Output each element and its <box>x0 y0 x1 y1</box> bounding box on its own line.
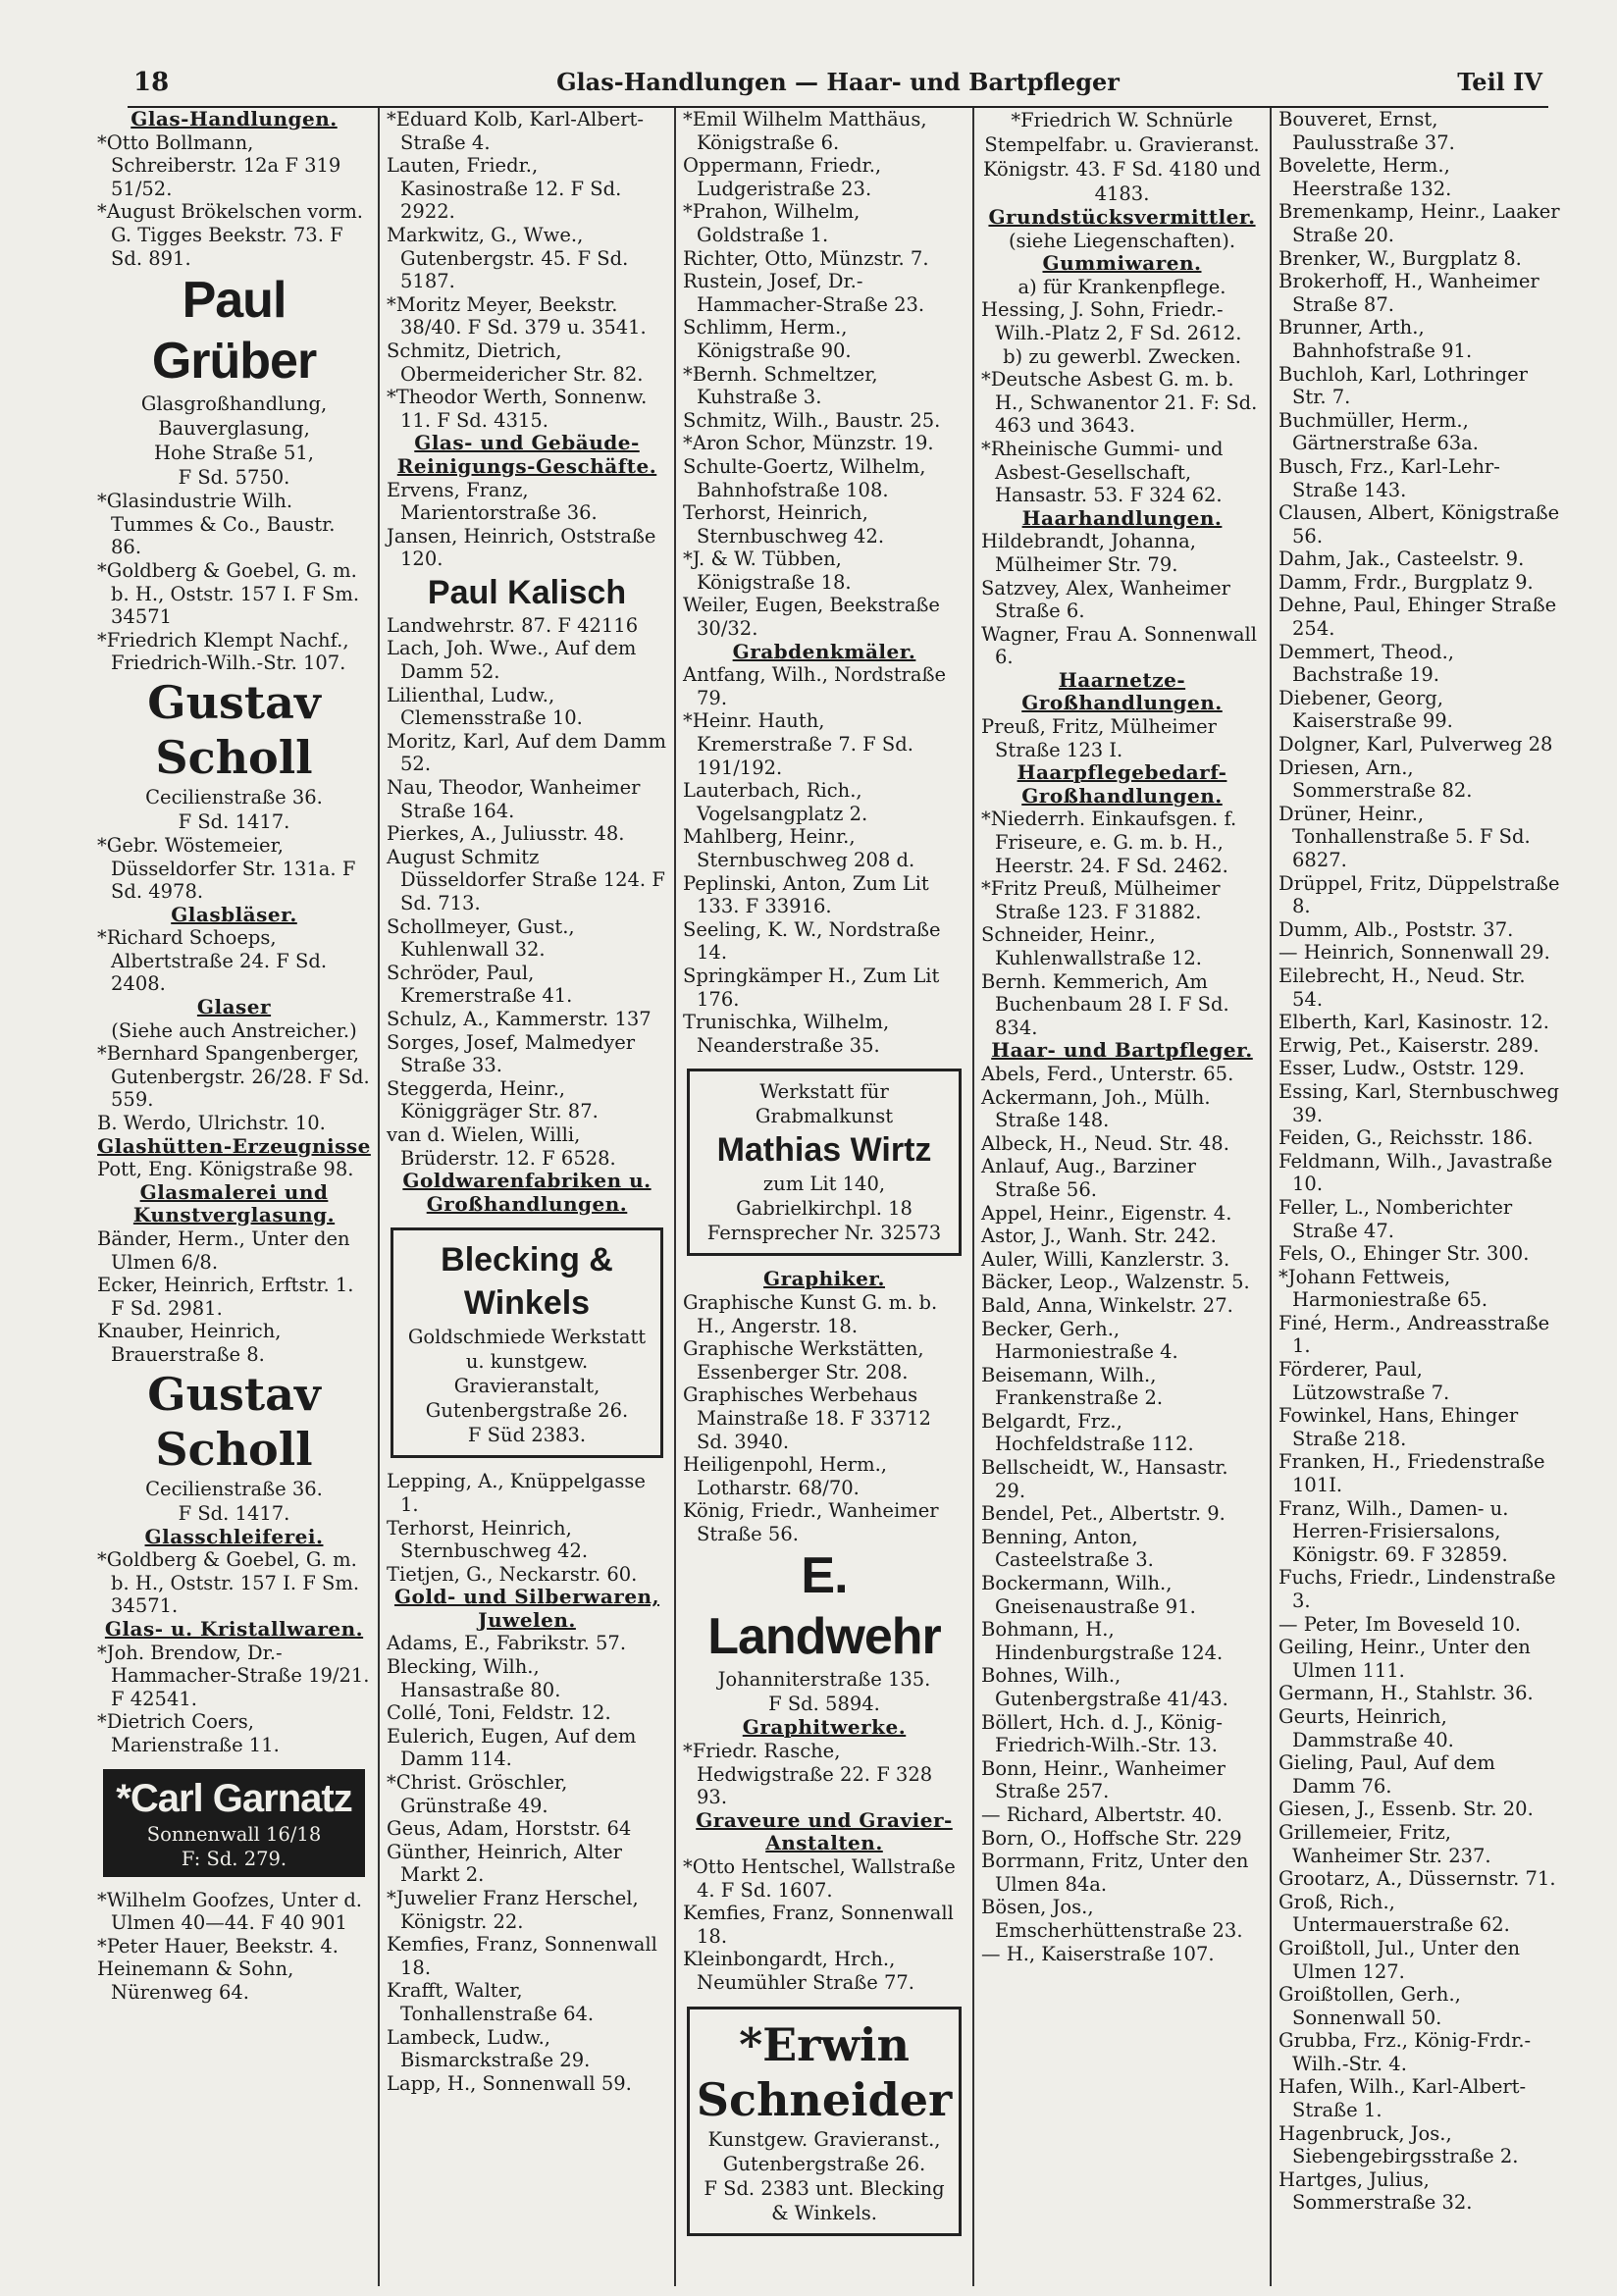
page-number: 18 <box>133 68 170 97</box>
directory-entry: Kleinbongardt, Hrch., Neumühler Straße 77. <box>683 1948 914 1994</box>
directory-entry: Hafen, Wilh., Karl-Albert-Straße 1. <box>1278 2075 1527 2122</box>
directory-entry: *Joh. Brendow, Dr.-Hammacher-Straße 19/21. F 42541. <box>97 1641 370 1710</box>
directory-entry: Peplinski, Anton, Zum Lit 133. F 33916. <box>683 871 929 918</box>
column-1 <box>90 108 380 2286</box>
directory-entry: *Prahon, Wilhelm, Goldstraße 1. <box>683 200 861 246</box>
section-heading-text: Glasbläser. <box>171 902 297 926</box>
directory-entry: Bohmann, H., Hindenburgstraße 124. <box>981 1618 1224 1664</box>
directory-entry: *Emil Wilhelm Matthäus, Königstraße 6. <box>683 108 927 154</box>
directory-entry: Markwitz, G., Wwe., Gutenbergstr. 45. F Sd. 5187. <box>387 223 629 293</box>
directory-entry: Brunner, Arth., Bahnhofstraße 91. <box>1278 316 1473 362</box>
directory-entry: Hartges, Julius, Sommerstraße 32. <box>1278 2167 1473 2215</box>
directory-entry: Beisemann, Wilh., Frankenstraße 2. <box>981 1363 1164 1410</box>
directory-entry: Schmitz, Dietrich, Obermeidericher Str. 82. <box>387 339 644 386</box>
section-heading-text: Goldwarenfabriken u. Großhandlungen. <box>402 1169 652 1216</box>
directory-entry: Dumm, Alb., Poststr. 37. <box>1278 917 1514 941</box>
advertisement-line: Johanniterstraße 135. <box>717 1668 931 1692</box>
directory-entry: Trunischka, Wilhelm, Neanderstraße 35. <box>683 1011 890 1057</box>
section-note: b) zu gewerbl. Zwecken. <box>1003 344 1241 368</box>
section-heading-text: Haar- und Bartpfleger. <box>991 1038 1253 1063</box>
section-heading <box>387 432 667 478</box>
advertisement-line: Cecilienstraße 36. <box>145 1477 323 1500</box>
directory-entry: Demmert, Theod., Bachstraße 19. <box>1278 640 1454 687</box>
section-heading-text: Graveure und Gravier-Anstalten. <box>696 1807 953 1855</box>
section-heading-text: Grabdenkmäler. <box>732 639 916 663</box>
directory-entry: Ervens, Franz, Marientorstraße 36. <box>387 478 598 525</box>
directory-entry: Adams, E., Fabrikstr. 57. <box>387 1632 627 1655</box>
advertisement-line: F: Sd. 279. <box>181 1847 287 1870</box>
directory-entry: August Schmitz Düsseldorfer Straße 124. F Sd. 713. <box>387 845 665 914</box>
advertisement-line: F Sd. 5750. <box>178 466 290 490</box>
section-heading-text: Gummiwaren. <box>1042 251 1202 276</box>
advertisement-line: Kunstgew. Gravieranst., <box>707 2127 941 2151</box>
advertisement <box>97 1367 371 1526</box>
directory-entry: Finé, Herm., Andreasstraße 1. <box>1278 1311 1550 1358</box>
directory-entry: Richter, Otto, Münzstr. 7. <box>683 246 929 270</box>
directory-entry: Schmitz, Wilh., Baustr. 25. <box>683 408 941 432</box>
advertisement-line: Grabmalkunst <box>755 1105 894 1128</box>
section-heading-text: Glashütten-Erzeugnisse <box>97 1133 371 1158</box>
advertisement-line: Mathias Wirtz <box>716 1131 932 1170</box>
directory-entry: Bovelette, Herm., Heerstraße 132. <box>1278 154 1452 200</box>
directory-entry: Geiling, Heinr., Unter den Ulmen 111. <box>1278 1636 1531 1682</box>
directory-entry: Krafft, Walter, Tonhallenstraße 64. <box>387 1979 595 2025</box>
advertisement-line: u. kunstgew. Gravieranstalt, <box>453 1350 600 1398</box>
section-heading <box>97 1618 371 1642</box>
directory-entry: Lach, Joh. Wwe., Auf dem Damm 52. <box>387 637 637 684</box>
directory-entry: Schlimm, Herm., Königstraße 90. <box>683 316 852 362</box>
section-heading-text: Haarhandlungen. <box>1021 505 1223 530</box>
directory-entry: Ackermann, Joh., Mülh. Straße 148. <box>981 1085 1211 1132</box>
directory-entry: Pierkes, A., Juliusstr. 48. <box>387 822 625 846</box>
column-4 <box>974 108 1272 2286</box>
directory-entry: Albeck, H., Neud. Str. 48. <box>981 1131 1229 1155</box>
advertisement-line: F Sd. 1417. <box>178 809 290 833</box>
directory-entry: Grubba, Frz., König-Frdr.-Wilh.-Str. 4. <box>1278 2029 1532 2075</box>
column-5 <box>1272 108 1568 2286</box>
directory-entry: *Friedrich Klempt Nachf., Friedrich-Wilh.-Str. 107. <box>97 628 349 675</box>
directory-entry: Oppermann, Friedr., Ludgeristraße 23. <box>683 154 882 200</box>
advertisement-line: Paul Kalisch <box>427 573 627 611</box>
section-heading <box>683 1809 965 1855</box>
advertisement-line: *Carl Garnatz <box>116 1776 352 1820</box>
advertisement-line: F Sd. 2383 unt. Blecking & Winkels. <box>704 2176 945 2224</box>
directory-entry: Groß, Rich., Untermauerstraße 62. <box>1278 1890 1510 1937</box>
directory-entry: Diebener, Georg, Kaiserstraße 99. <box>1278 686 1453 733</box>
section-heading <box>97 996 371 1019</box>
directory-entry: Fuchs, Friedr., Lindenstraße 3. <box>1278 1566 1556 1612</box>
directory-entry: Kemfies, Franz, Sonnenwall 18. <box>683 1902 954 1948</box>
directory-entry: Weiler, Eugen, Beekstraße 30/32. <box>683 594 940 641</box>
advertisement-line: Blecking & Winkels <box>441 1241 613 1323</box>
directory-entry: — H., Kaiserstraße 107. <box>981 1942 1215 1965</box>
section-heading-text: Glas-Handlungen. <box>130 108 338 130</box>
section-heading-text: Gold- und Silberwaren, Juwelen. <box>393 1585 660 1632</box>
advertisement-line: Paul Grüber <box>151 272 317 391</box>
directory-entry: Eilebrecht, H., Neud. Str. 54. <box>1278 964 1526 1011</box>
directory-entry: *Peter Hauer, Beekstr. 4. <box>97 1934 339 1957</box>
directory-entry: Heiligenpohl, Herm., Lotharstr. 68/70. <box>683 1453 888 1499</box>
directory-entry: Blecking, Wilh., Hansastraße 80. <box>387 1655 561 1701</box>
directory-entry: Bernh. Kemmerich, Am Buchenbaum 28 I. F Sd. 834. <box>981 969 1229 1039</box>
directory-entry: *Moritz Meyer, Beekstr. 38/40. F Sd. 379 u. 3541. <box>387 292 647 339</box>
directory-entry: Böllert, Hch. d. J., König-Friedrich-Wilh.-Str. 13. <box>981 1710 1223 1757</box>
section-heading <box>981 252 1263 276</box>
directory-entry: Clausen, Albert, Königstraße 56. <box>1278 501 1560 548</box>
directory-entry: *Otto Hentschel, Wallstraße 4. F Sd. 1607. <box>683 1855 956 1902</box>
advertisement-line: *Erwin Schneider <box>696 2017 953 2126</box>
section-heading <box>97 1135 371 1159</box>
directory-entry: Fels, O., Ehinger Str. 300. <box>1278 1242 1530 1266</box>
part-label: Teil IV <box>1457 68 1542 96</box>
advertisement <box>97 675 371 834</box>
directory-entry: *Theodor Werth, Sonnenw. 11. F Sd. 4315. <box>387 386 648 432</box>
directory-entry: Wagner, Frau A. Sonnenwall 6. <box>981 622 1257 669</box>
advertisement-line: Cecilienstraße 36. <box>145 785 323 809</box>
directory-entry: Förderer, Paul, Lützowstraße 7. <box>1278 1358 1450 1404</box>
directory-entry: Springkämper H., Zum Lit 176. <box>683 964 940 1011</box>
advertisement-line: Sonnenwall 16/18 <box>146 1822 322 1846</box>
directory-entry: *Otto Bollmann, Schreiberstr. 12a F 319 51/52. <box>97 130 341 200</box>
directory-entry: *Fritz Preuß, Mülheimer Straße 123. F 31882. <box>981 877 1221 923</box>
directory-entry: *Dietrich Coers, Marienstraße 11. <box>97 1710 280 1756</box>
directory-entry: Damm, Frdr., Burgplatz 9. <box>1278 570 1534 594</box>
advertisement <box>981 108 1263 206</box>
directory-entry: — Richard, Albertstr. 40. <box>981 1802 1223 1826</box>
directory-entry: Anlauf, Aug., Barziner Straße 56. <box>981 1155 1196 1201</box>
directory-entry: Hessing, J. Sohn, Friedr.-Wilh.-Platz 2, F Sd. 2612. <box>981 298 1242 344</box>
directory-entry: Satzvey, Alex, Wanheimer Straße 6. <box>981 576 1230 623</box>
advertisement-line: Gutenbergstraße 26. <box>425 1399 629 1423</box>
directory-entry: *Goldberg & Goebel, G. m. b. H., Oststr. 157 I. F Sm. 34571. <box>97 1548 360 1618</box>
directory-entry: Grootarz, A., Düssernstr. 71. <box>1278 1867 1556 1891</box>
directory-entry: Schollmeyer, Gust., Kuhlenwall 32. <box>387 914 575 962</box>
section-heading <box>981 507 1263 531</box>
directory-entry: Drüner, Heinr., Tonhallenstraße 5. F Sd. 6827. <box>1278 802 1531 871</box>
section-heading-text: Haarpflegebedarf-Großhandlungen. <box>1017 760 1227 808</box>
column-3 <box>676 108 974 2286</box>
directory-entry: Mahlberg, Heinr., Sternbuschweg 208 d. <box>683 825 915 871</box>
directory-entry: Lapp, H., Sonnenwall 59. <box>387 2071 632 2095</box>
directory-entry: Belgardt, Frz., Hochfeldstraße 112. <box>981 1409 1194 1456</box>
advertisement-line: Stempelfabr. u. Gravieranst. <box>984 133 1260 156</box>
section-heading-text: Haarnetze-Großhandlungen. <box>1021 667 1223 715</box>
advertisement <box>391 1227 663 1458</box>
page-header <box>128 63 1548 108</box>
directory-entry: Lauterbach, Rich., Vogelsangplatz 2. <box>683 779 868 825</box>
advertisement-line: E. Landwehr <box>707 1547 941 1666</box>
running-title: Glas-Handlungen — Haar- und Bartpfleger <box>556 68 1120 96</box>
directory-entry: *August Brökelschen vorm. G. Tigges Beekstr. 73. F Sd. 891. <box>97 200 364 270</box>
directory-entry: Esser, Ludw., Oststr. 129. <box>1278 1057 1525 1080</box>
directory-entry: Bellscheidt, W., Hansastr. 29. <box>981 1456 1228 1502</box>
directory-entry: Born, O., Hoffsche Str. 229 <box>981 1826 1242 1850</box>
directory-entry: Bäcker, Leop., Walzenstr. 5. <box>981 1271 1250 1294</box>
directory-entry: Knauber, Heinrich, Brauerstraße 8. <box>97 1320 282 1366</box>
section-note: (siehe Liegenschaften). <box>1008 229 1236 252</box>
section-heading-text: Glasschleiferei. <box>144 1524 324 1548</box>
advertisement-line: Bauverglasung, <box>158 417 310 441</box>
directory-entry: Schröder, Paul, Kremerstraße 41. <box>387 961 573 1008</box>
directory-entry: Rustein, Josef, Dr.-Hammacher-Straße 23. <box>683 270 925 316</box>
advertisement <box>687 2007 962 2236</box>
directory-entry: B. Werdo, Ulrichstr. 10. <box>97 1112 326 1135</box>
directory-entry: Bohnes, Wilh., Gutenbergstraße 41/43. <box>981 1664 1228 1710</box>
directory-entry: *J. & W. Tübben, Königstraße 18. <box>683 548 852 594</box>
directory-entry: Günther, Heinrich, Alter Markt 2. <box>387 1840 622 1887</box>
directory-entry: Antfang, Wilh., Nordstraße 79. <box>683 663 947 709</box>
advertisement-line: *Friedrich W. Schnürle <box>1011 109 1233 131</box>
directory-entry: Germann, H., Stahlstr. 36. <box>1278 1682 1534 1705</box>
section-note: (Siehe auch Anstreicher.) <box>111 1018 357 1042</box>
directory-entry: Nau, Theodor, Wanheimer Straße 164. <box>387 776 641 822</box>
directory-entry: Franz, Wilh., Damen- u. Herren-Frisiersalons, Königstr. 69. F 32859. <box>1278 1496 1509 1566</box>
directory-entry: Lepping, A., Knüppelgasse 1. <box>387 1470 646 1516</box>
directory-entry: *Glasindustrie Wilh. Tummes & Co., Baustr. 86. <box>97 490 336 559</box>
section-heading-text: Glasmalerei und Kunstverglasung. <box>132 1179 336 1227</box>
directory-entry: Dahm, Jak., Casteelstr. 9. <box>1278 548 1525 571</box>
directory-entry: *Christ. Gröschler, Grünstraße 49. <box>387 1771 568 1817</box>
directory-entry: Bänder, Herm., Unter den Ulmen 6/8. <box>97 1227 350 1274</box>
directory-entry: *Gebr. Wöstemeier, Düsseldorfer Str. 131a. F Sd. 4978. <box>97 833 356 904</box>
directory-entry: Hildebrandt, Johanna, Mülheimer Str. 79. <box>981 530 1196 576</box>
directory-entry: Geus, Adam, Horststr. 64 <box>387 1817 632 1841</box>
directory-entry: — Peter, Im Boveseld 10. <box>1278 1612 1521 1636</box>
directory-entry: Seeling, K. W., Nordstraße 14. <box>683 917 941 965</box>
directory-entry: Groißtollen, Gerh., Sonnenwall 50. <box>1278 1983 1461 2029</box>
advertisement-line: F Süd 2383. <box>467 1424 587 1447</box>
directory-entry: Fowinkel, Hans, Ehinger Straße 218. <box>1278 1404 1519 1450</box>
section-heading <box>981 669 1263 715</box>
directory-entry: Benning, Anton, Casteelstraße 3. <box>981 1525 1154 1572</box>
directory-entry: Landwehrstr. 87. F 42116 <box>387 613 639 637</box>
section-heading-text: Glaser <box>196 995 272 1019</box>
directory-entry: Brokerhoff, H., Wanheimer Straße 87. <box>1278 270 1539 316</box>
directory-entry: *Rheinische Gummi- und Asbest-Gesellschaft, Hansastr. 53. F 324 62. <box>981 437 1224 507</box>
directory-entry: Jansen, Heinrich, Oststraße 120. <box>387 524 656 571</box>
directory-entry: Bockermann, Wilh., Gneisenaustraße 91. <box>981 1572 1196 1618</box>
advertisement-line: F Sd. 1417. <box>178 1501 290 1525</box>
advertisement-line: Goldschmiede Werkstatt <box>407 1326 647 1349</box>
directory-entry: Abels, Ferd., Unterstr. 65. <box>981 1062 1234 1085</box>
directory-entry: Eulerich, Eugen, Auf dem Damm 114. <box>387 1724 637 1771</box>
directory-entry: Graphische Kunst G. m. b. H., Angerstr. 18. <box>683 1290 938 1337</box>
directory-entry: Graphische Werkstätten, Essenberger Str. 208. <box>683 1337 924 1383</box>
directory-entry: Steggerda, Heinr., Königgräger Str. 87. <box>387 1076 599 1123</box>
advertisement-line: zum Lit 140, Gabrielkirchpl. 18 <box>736 1173 913 1221</box>
advertisement-line: Hohe Straße 51, <box>154 442 314 465</box>
directory-entry: Gieling, Paul, Auf dem Damm 76. <box>1278 1751 1495 1798</box>
advertisement-line: Gustav Scholl <box>147 1367 321 1476</box>
directory-entry: Giesen, J., Essenb. Str. 20. <box>1278 1798 1534 1821</box>
advertisement-line: Glasgroßhandlung, <box>140 392 328 416</box>
directory-entry: Elberth, Karl, Kasinostr. 12. <box>1278 1011 1549 1034</box>
directory-entry: *Johann Fettweis, Harmoniestraße 65. <box>1278 1265 1488 1312</box>
section-heading <box>387 1586 667 1632</box>
directory-entry: Groißtoll, Jul., Unter den Ulmen 127. <box>1278 1936 1521 1983</box>
section-heading <box>97 904 371 927</box>
directory-entry: Lilienthal, Ludw., Clemensstraße 10. <box>387 683 583 730</box>
directory-entry: *Bernhard Spangenberger, Gutenbergstr. 26/28. F Sd. 559. <box>97 1042 370 1112</box>
section-heading-text: Grundstücksvermittler. <box>988 205 1256 229</box>
advertisement-line: Königstr. 43. F Sd. 4180 und 4183. <box>982 158 1262 205</box>
directory-entry: Bonn, Heinr., Wanheimer Straße 257. <box>981 1756 1226 1803</box>
directory-entry: *Wilhelm Goofzes, Unter d. Ulmen 40—44. F 40 901 <box>97 1888 363 1935</box>
directory-entry: Astor, J., Wanh. Str. 242. <box>981 1225 1217 1248</box>
directory-entry: Busch, Frz., Karl-Lehr-Straße 143. <box>1278 454 1500 501</box>
directory-entry: Bald, Anna, Winkelstr. 27. <box>981 1293 1233 1317</box>
directory-entry: *Deutsche Asbest G. m. b. H., Schwanentor 21. F: Sd. 463 und 3643. <box>981 368 1258 438</box>
directory-entry: Moritz, Karl, Auf dem Damm 52. <box>387 729 666 776</box>
directory-entry: Dolgner, Karl, Pulverweg 28 <box>1278 733 1553 757</box>
advertisement-line: F Sd. 5894. <box>768 1693 880 1716</box>
directory-entry: Lambeck, Ludw., Bismarckstraße 29. <box>387 2025 591 2072</box>
section-heading <box>683 1268 965 1291</box>
directory-entry: Borrmann, Fritz, Unter den Ulmen 84a. <box>981 1850 1249 1896</box>
directory-entry: Terhorst, Heinrich, Sternbuschweg 42. <box>387 1516 589 1563</box>
directory-entry: Kemfies, Franz, Sonnenwall 18. <box>387 1933 657 1979</box>
directory-entry: Essing, Karl, Sternbuschweg 39. <box>1278 1079 1559 1126</box>
directory-entry: Franken, H., Friedenstraße 101I. <box>1278 1450 1545 1497</box>
advertisement-line: Fernsprecher Nr. 32573 <box>706 1222 942 1245</box>
directory-entry: Tietjen, G., Neckarstr. 60. <box>387 1562 638 1586</box>
directory-entry: *Bernh. Schmeltzer, Kuhstraße 3. <box>683 362 878 409</box>
directory-entry: *Heinr. Hauth, Kremerstraße 7. F Sd. 191/192. <box>683 709 913 779</box>
directory-entry: Lauten, Friedr., Kasinostraße 12. F Sd. 2922. <box>387 154 622 224</box>
directory-entry: Schulte-Goertz, Wilhelm, Bahnhofstraße 108. <box>683 454 926 501</box>
section-heading <box>981 1039 1263 1063</box>
section-heading-text: Glas- und Gebäude-Reinigungs-Geschäfte. <box>396 431 657 478</box>
directory-entry: *Niederrh. Einkaufsgen. f. Friseure, e. G. m. b. H., Heerstr. 24. F Sd. 2462. <box>981 808 1237 877</box>
section-heading <box>981 206 1263 230</box>
directory-entry: Collé, Toni, Feldstr. 12. <box>387 1701 611 1725</box>
directory-entry: Feiden, G., Reichsstr. 186. <box>1278 1126 1534 1150</box>
column-2 <box>380 108 676 2286</box>
section-heading-text: Glas- u. Kristallwaren. <box>104 1616 364 1641</box>
section-heading <box>683 641 965 664</box>
directory-entry: *Friedr. Rasche, Hedwigstraße 22. F 328 93. <box>683 1740 933 1809</box>
directory-entry: Buchmüller, Herm., Gärtnerstraße 63a. <box>1278 408 1479 455</box>
directory-entry: *Goldberg & Goebel, G. m. b. H., Oststr. 157 I. F Sm. 34571 <box>97 558 360 629</box>
advertisement <box>387 571 667 614</box>
directory-entry: Dehne, Paul, Ehinger Straße 254. <box>1278 594 1557 641</box>
section-heading <box>387 1170 667 1216</box>
directory-entry: Drüppel, Fritz, Düppelstraße 8. <box>1278 871 1560 918</box>
advertisement <box>687 1069 962 1256</box>
directory-entry: — Heinrich, Sonnenwall 29. <box>1278 941 1550 965</box>
directory-entry: Graphisches Werbehaus Mainstraße 18. F 33712 Sd. 3940. <box>683 1383 931 1453</box>
directory-entry: Geurts, Heinrich, Dammstraße 40. <box>1278 1704 1454 1751</box>
directory-entry: Bösen, Jos., Emscherhüttenstraße 23. <box>981 1896 1243 1942</box>
directory-entry: Schulz, A., Kammerstr. 137 <box>387 1007 652 1030</box>
directory-entry: Sorges, Josef, Malmedyer Straße 33. <box>387 1030 636 1077</box>
directory-entry: Bouveret, Ernst, Paulusstraße 37. <box>1278 108 1455 154</box>
section-heading <box>97 1526 371 1549</box>
section-heading <box>97 1181 371 1227</box>
section-heading <box>981 761 1263 808</box>
directory-entry: Driesen, Arn., Sommerstraße 82. <box>1278 756 1473 803</box>
directory-entry: Brenker, W., Burgplatz 8. <box>1278 246 1522 270</box>
directory-entry: Schneider, Heinr., Kuhlenwallstraße 12. <box>981 923 1202 969</box>
directory-entry: *Richard Schoeps, Albertstraße 24. F Sd. 2408. <box>97 926 328 996</box>
directory-entry: Becker, Gerh., Harmoniestraße 4. <box>981 1317 1178 1364</box>
directory-entry: Auler, Willi, Kanzlerstr. 3. <box>981 1247 1230 1271</box>
advertisement <box>97 270 371 490</box>
directory-entry: Feldmann, Wilh., Javastraße 10. <box>1278 1149 1553 1196</box>
directory-entry: Bremenkamp, Heinr., Laaker Straße 20. <box>1278 200 1560 246</box>
advertisement-line: Werkstatt für <box>759 1080 889 1104</box>
advertisement <box>103 1769 365 1877</box>
directory-entry: Ecker, Heinrich, Erftstr. 1. F Sd. 2981. <box>97 1274 354 1320</box>
directory-entry: Preuß, Fritz, Mülheimer Straße 123 I. <box>981 715 1218 761</box>
directory-entry: Grillemeier, Fritz, Wanheimer Str. 237. <box>1278 1820 1491 1867</box>
directory-entry: Buchloh, Karl, Lothringer Str. 7. <box>1278 362 1528 409</box>
directory-entry: *Juwelier Franz Herschel, Königstr. 22. <box>387 1887 639 1933</box>
advertisement-line: Gutenbergstraße 26. <box>722 2152 926 2175</box>
directory-entry: Hagenbruck, Jos., Siebengebirgsstraße 2. <box>1278 2121 1519 2168</box>
advertisement <box>683 1545 965 1716</box>
directory-entry: *Eduard Kolb, Karl-Albert-Straße 4. <box>387 108 644 154</box>
directory-entry: Bendel, Pet., Albertstr. 9. <box>981 1502 1226 1526</box>
directory-entry: Appel, Heinr., Eigenstr. 4. <box>981 1201 1232 1225</box>
section-heading <box>683 1716 965 1740</box>
directory-entry: Pott, Eng. Königstraße 98. <box>97 1158 354 1181</box>
section-heading-text: Graphitwerke. <box>742 1715 907 1740</box>
section-note: a) für Krankenpflege. <box>1017 275 1226 298</box>
section-heading-text: Graphiker. <box>763 1267 885 1291</box>
directory-entry: *Aron Schor, Münzstr. 19. <box>683 432 934 455</box>
directory-entry: König, Friedr., Wanheimer Straße 56. <box>683 1499 939 1545</box>
directory-entry: Feller, L., Nomberichter Straße 47. <box>1278 1195 1513 1242</box>
directory-entry: Erwig, Pet., Kaiserstr. 289. <box>1278 1033 1539 1057</box>
section-heading <box>97 108 371 131</box>
directory-entry: van d. Wielen, Willi, Brüderstr. 12. F 6528. <box>387 1122 616 1170</box>
directory-entry: Terhorst, Heinrich, Sternbuschweg 42. <box>683 501 885 548</box>
advertisement-line: Gustav Scholl <box>147 675 321 784</box>
directory-entry: Heinemann & Sohn, Nürenweg 64. <box>97 1957 294 2004</box>
